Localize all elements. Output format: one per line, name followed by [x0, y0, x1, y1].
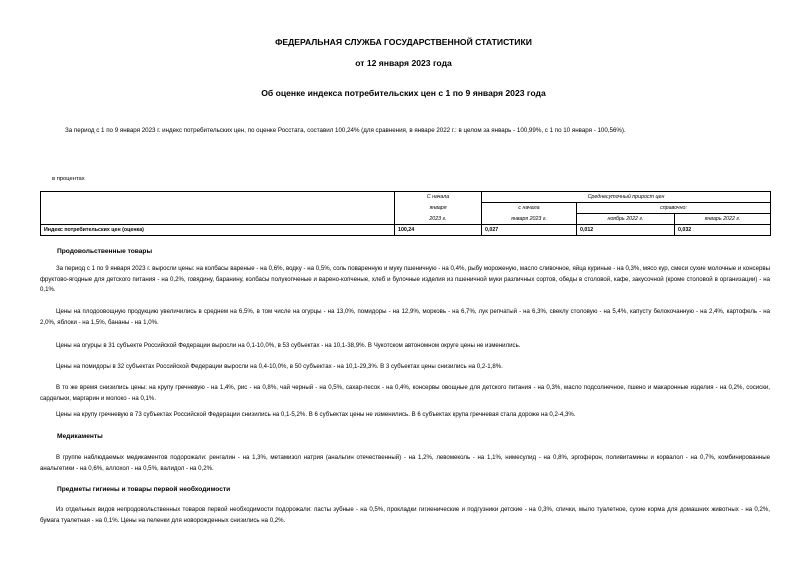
food-section-title: Продовольственные товары — [57, 248, 153, 255]
avg-daily-growth-header: Среднесуточный прирост цен — [482, 192, 771, 203]
food-paragraph-6: Цены на крупу гречневую в 73 субъектах Российской Федерации снизились на 0,1-5,2%. В 6 субъектах цены не изменились. В 6 субъектах крупа гречневая стала дороже на 0,2-4,3%. — [56, 411, 576, 418]
value-jan-2022: 0,032 — [675, 225, 771, 236]
col-since-start-hdr-1: С начала — [395, 192, 482, 203]
agency-title: ФЕДЕРАЛЬНАЯ СЛУЖБА ГОСУДАРСТВЕННОЙ СТАТИСТИКИ — [275, 37, 532, 47]
medicines-section-title: Медикаменты — [57, 433, 103, 440]
units-note: в процентах — [52, 176, 85, 182]
table-header-row-3 — [41, 214, 771, 225]
value-avg-since-start: 0,027 — [482, 225, 577, 236]
food-paragraph-1: За период с 1 по 9 января 2023 г. выросли цены: на колбасы вареные - на 0,6%, водку - на 0,5%, соль поваренную и муку пшеничную - на 0,4%, рыбу мороженую, масло сливочное, яйца куриные - на 0,3%, мясо кур, смеси сухие молочные и консервы фруктово-ягодные для детского питания - на 0,2%, говядину, баранину, колбасы полукопченые и варено-копченые, хлеб и булочные изделия из пшеничной муки различных сортов, обеды в столовой, кафе, закусочной (кроме столовой в организации) - на 0,1%. — [40, 265, 770, 293]
row-label: Индекс потребительских цен (оценка) — [41, 225, 395, 236]
food-paragraph-5: В то же время снизились цены: на крупу гречневую - на 1,4%, рис - на 0,8%, чай черный - на 0,5%, сахар-песок - на 0,4%, консервы овощные для детского питания - на 0,3%, масло подсолнечное, пшено и макаронные изделия - на 0,2%, сосиски, сардельки, маргарин и молоко - на 0,1%. — [40, 384, 770, 402]
col-avg-since-start-hdr-2: января 2023 г. — [482, 214, 577, 225]
food-paragraph-2: Цены на плодоовощную продукцию увеличились в среднем на 6,5%, в том числе на огурцы - на 13,0%, помидоры - на 12,9%, морковь - на 6,7%, лук репчатый - на 6,3%, свеклу столовую - на 5,4%, капусту белокочанную - на 2,4%, картофель - на 2,0%, яблоки - на 1,5%, бананы - на 1,0%. — [40, 308, 770, 326]
release-date: от 12 января 2023 года — [355, 58, 452, 68]
document-title: Об оценке индекса потребительских цен с 1 по 9 января 2023 года — [261, 88, 546, 98]
table-header-row-1 — [41, 192, 771, 203]
hygiene-paragraph: Из отдельных видов непродовольственных товаров первой необходимости подорожали: пасты зубные - на 0,5%, прокладки гигиенические и подгузники детские - на 0,3%, спички, мыло туалетное, сухие корма для домашних животных - на 0,2%, бумага туалетная - на 0,1%. Цены на пеленки для новорожденных снизились на 0,2%. — [40, 506, 770, 524]
intro-paragraph: За период с 1 по 9 января 2023 г. индекс потребительских цен, по оценке Росстата, составил 100,24% (для сравнения, в январе 2022 г.: в целом за январь - 100,99%, с 1 по 10 января - 100,56%). — [65, 127, 626, 134]
cpi-table — [40, 191, 771, 236]
col-jan-2022-hdr: январь 2022 г. — [675, 214, 771, 225]
hygiene-section-title: Предметы гигиены и товары первой необходимости — [57, 486, 231, 493]
col-since-start-hdr-3: 2023 г. — [395, 214, 482, 225]
col-since-start-hdr-2: января — [395, 203, 482, 214]
food-paragraph-3: Цены на огурцы в 31 субъекте Российской Федерации выросли на 0,1-10,0%, в 53 субъектах - на 10,1-38,9%. В Чукотском автономном округе цены не изменились. — [56, 342, 521, 349]
reference-header: справочно: — [577, 203, 771, 214]
value-nov-2022: 0,012 — [577, 225, 675, 236]
col-avg-since-start-hdr-1: с начала — [482, 203, 577, 214]
col-nov-2022-hdr: ноябрь 2022 г. — [577, 214, 675, 225]
table-corner-cell — [41, 192, 395, 203]
medicines-paragraph: В группе наблюдаемых медикаментов подорожали: ренгалин - на 1,3%, метамизол натрия (анальгин отечественный) - на 1,2%, левомеколь - на 1,1%, нимесулид - на 0,8%, эргоферон, поливитамины и корвалол - на 0,7%, комбинированные анальгетики - на 0,6%, аллохол - на 0,5%, валидол - на 0,2%. — [40, 454, 770, 472]
table-row — [41, 225, 771, 236]
food-paragraph-4: Цены на помидоры в 32 субъектах Российской Федерации выросли на 0,4-10,0%, в 50 субъектах - на 10,1-29,3%. В 3 субъектах цены снизились на 0,2-1,8%. — [56, 363, 503, 370]
value-since-start: 100,24 — [395, 225, 482, 236]
table-header-row-2 — [41, 203, 771, 214]
